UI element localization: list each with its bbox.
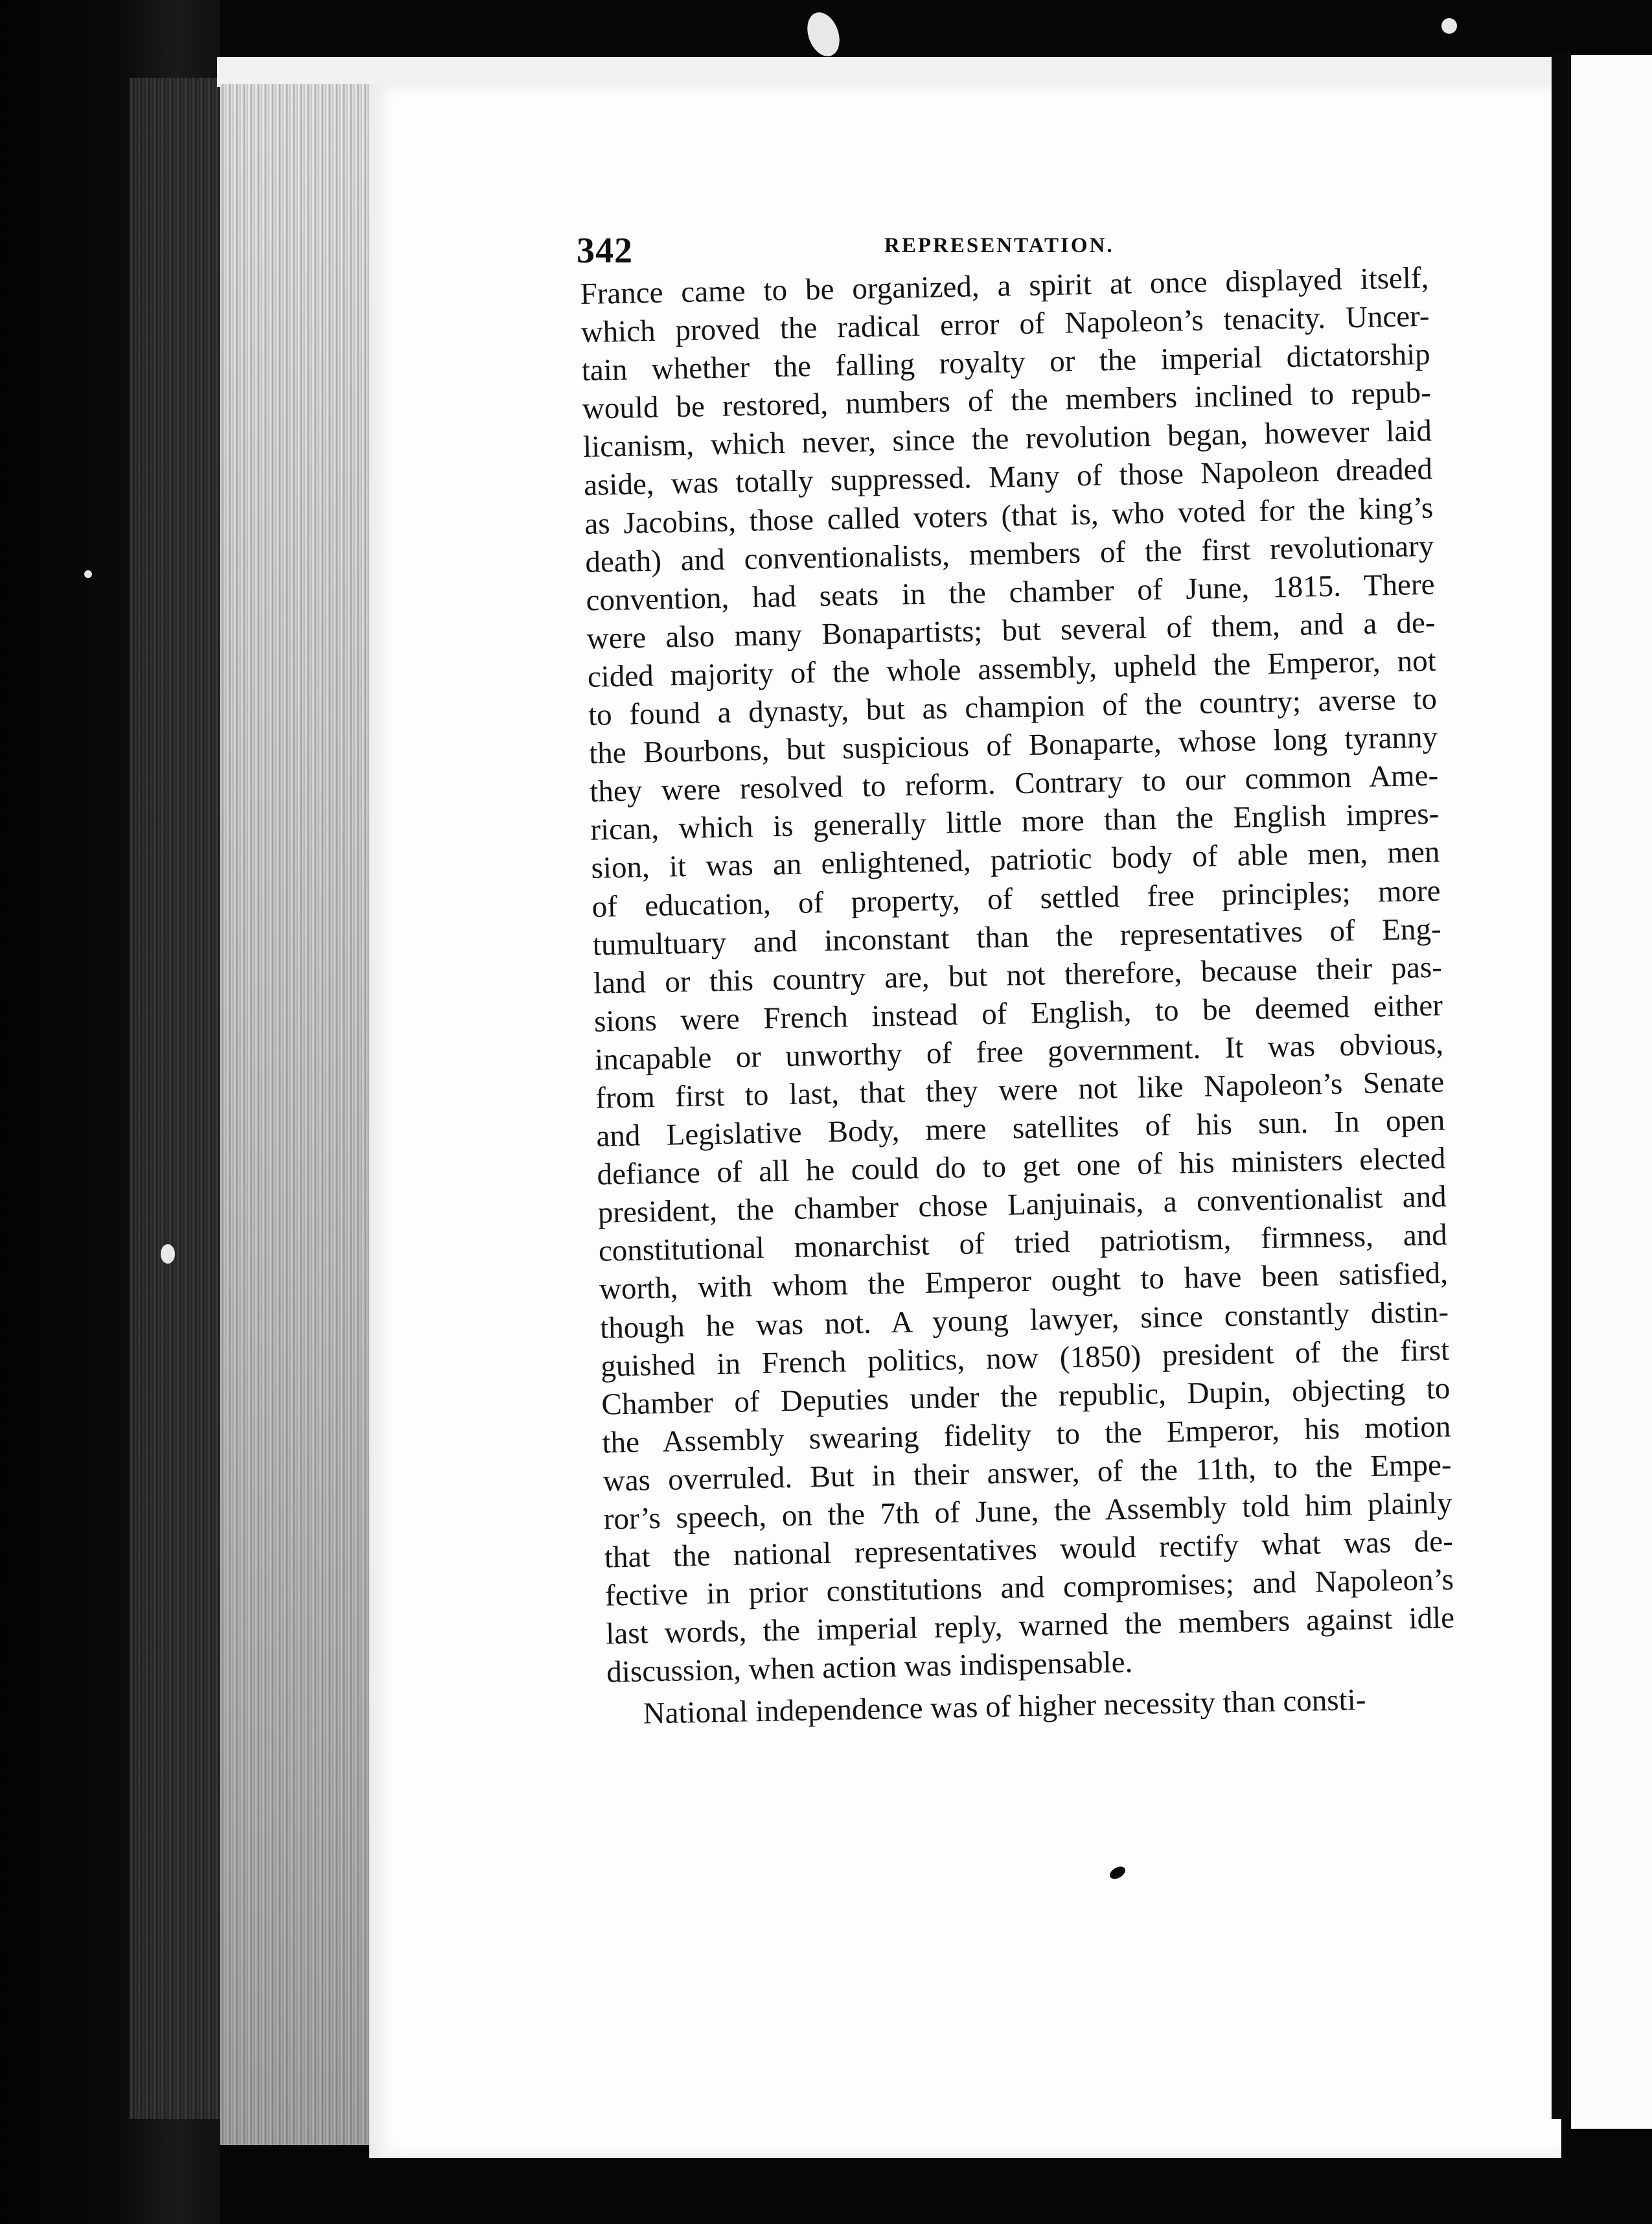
- text-line: would be restored, numbers of the members inclined to repub-: [582, 376, 1432, 426]
- text-line: convention, had seats in the chamber of June, 1815. There: [586, 567, 1435, 618]
- text-line: discussion, when action was indispensable.: [606, 1645, 1133, 1689]
- text-line: defiance of all he could do to get one of his ministers elected: [597, 1141, 1446, 1192]
- text-line: though he was not. A young lawyer, since constantly distin-: [599, 1295, 1449, 1345]
- text-line: and Legislative Body, mere satellites of his sun. In open: [596, 1103, 1445, 1153]
- dust-speck: [801, 8, 845, 61]
- text-line: they were resolved to reform. Contrary to our common Ame-: [589, 758, 1439, 809]
- text-line: Chamber of Deputies under the republic, Dupin, objecting to: [601, 1371, 1451, 1422]
- text-line: aside, was totally suppressed. Many of those Napoleon dreaded: [583, 452, 1433, 503]
- text-line: which proved the radical error of Napoleon’s tenacity. Uncer-: [580, 299, 1430, 350]
- text-line: worth, with whom the Emperor ought to have been satisfied,: [599, 1257, 1449, 1307]
- text-line: rican, which is generally little more than the English impres-: [590, 797, 1440, 848]
- text-line: the Assembly swearing fidelity to the Emperor, his motion: [602, 1409, 1451, 1460]
- text-line: was overruled. But in their answer, of the 11th, to the Empe-: [602, 1448, 1452, 1498]
- text-line: cided majority of the whole assembly, upheld the Emperor, not: [587, 643, 1437, 694]
- text-line: licanism, which never, since the revolution began, however laid: [582, 414, 1432, 465]
- dust-speck: [84, 570, 92, 578]
- text-line: France came to be organized, a spirit at once displayed itself,: [580, 261, 1429, 311]
- body-text: [580, 259, 1456, 1734]
- cover-edge: [217, 57, 1565, 87]
- binding-texture: [130, 78, 220, 2119]
- page-number: 342: [577, 231, 633, 271]
- running-head: REPRESENTATION.: [884, 234, 1114, 257]
- right-gutter: [1552, 52, 1571, 2119]
- dust-speck: [1441, 18, 1457, 34]
- text-line: guished in French politics, now (1850) president of the first: [600, 1333, 1450, 1384]
- text-line: tumultuary and inconstant than the representatives of Eng-: [592, 912, 1442, 962]
- text-line: tain whether the falling royalty or the imperial dictatorship: [581, 338, 1431, 388]
- text-line: ror’s speech, on the 7th of June, the Assembly told him plainly: [603, 1486, 1453, 1536]
- text-line: fective in prior constitutions and compromises; and Napoleon’s: [604, 1562, 1454, 1613]
- paragraph-start-line: National independence was of higher necessity than consti-: [643, 1683, 1366, 1731]
- text-line: sion, it was an enlightened, patriotic body of able men, men: [591, 835, 1440, 886]
- dust-speck: [161, 1244, 175, 1264]
- text-line: from first to last, that they were not like Napoleon’s Senate: [595, 1065, 1445, 1115]
- next-page-edge: [1571, 55, 1652, 2129]
- page-edges-shading: [220, 84, 369, 2145]
- text-line: as Jacobins, those called voters (that is, who voted for the king’s: [584, 491, 1434, 541]
- text-line: of education, of property, of settled free principles; more: [591, 874, 1441, 924]
- text-line: to found a dynasty, but as champion of the country; averse to: [588, 682, 1438, 732]
- text-line: sions were French instead of English, to be deemed either: [593, 988, 1443, 1039]
- text-line: president, the chamber chose Lanjuinais, a conventionalist and: [597, 1179, 1447, 1230]
- text-line: the Bourbons, but suspicious of Bonaparte, whose long tyranny: [588, 720, 1438, 770]
- text-line: that the national representatives would rectify what was de-: [604, 1524, 1454, 1575]
- text-line: last words, the imperial reply, warned the members against idle: [605, 1601, 1455, 1651]
- text-line: incapable or unworthy of free government. It was obvious,: [594, 1026, 1444, 1077]
- text-line: land or this country are, but not therefore, because their pas-: [593, 950, 1443, 1001]
- text-line: constitutional monarchist of tried patriotism, firmness, and: [598, 1218, 1448, 1269]
- text-line: were also many Bonapartists; but several of them, and a de-: [586, 605, 1436, 656]
- text-line: death) and conventionalists, members of the first revolutionary: [584, 529, 1434, 579]
